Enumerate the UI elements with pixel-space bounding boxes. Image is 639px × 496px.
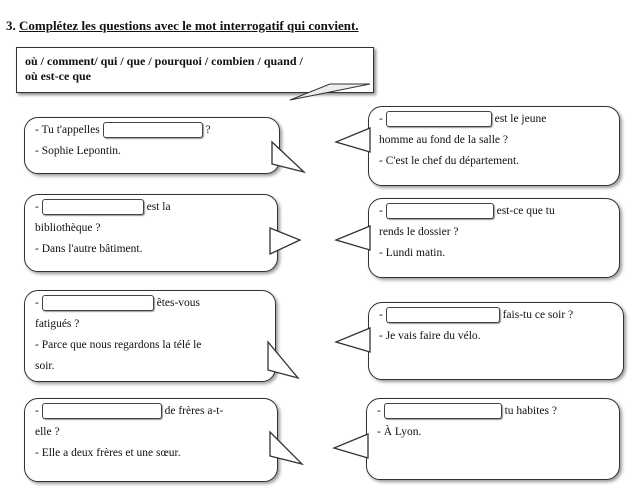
bubble-tail-1 [272, 142, 312, 174]
question-continuation: elle ? [35, 426, 60, 438]
answer-text: - À Lyon. [377, 426, 422, 438]
question-prefix: - [379, 113, 386, 125]
dialogue-bubble-5 [368, 106, 620, 186]
bubble-tail-5 [336, 128, 376, 158]
question-prefix: - Tu t'appelles [35, 124, 100, 136]
dialogue-bubble-8 [366, 398, 620, 480]
question-prefix: - [379, 205, 386, 217]
question-continuation: bibliothèque ? [35, 222, 101, 234]
question-prefix: - [377, 405, 384, 417]
question-continuation: fatigués ? [35, 318, 80, 330]
answer-text: - Sophie Lepontin. [35, 145, 121, 157]
word-bank-line-2: où est-ce que [25, 69, 91, 83]
answer-text: - Elle a deux frères et une sœur. [35, 447, 181, 459]
exercise-instruction: Complétez les questions avec le mot interrogatif qui convient. [19, 18, 359, 33]
question-prefix: - [35, 201, 42, 213]
answer-blank-4[interactable] [42, 403, 162, 419]
answer-blank-1[interactable] [103, 122, 203, 138]
exercise-number: 3. [6, 18, 16, 33]
question-continuation: rends le dossier ? [379, 226, 459, 238]
question-suffix: fais-tu ce soir ? [502, 309, 574, 321]
bubble-tail-8 [334, 434, 374, 464]
answer-text: - C'est le chef du département. [379, 155, 520, 167]
answer-blank-3[interactable] [42, 295, 154, 311]
dialogue-bubble-2 [24, 194, 278, 272]
answer-text: - Lundi matin. [379, 247, 446, 259]
question-suffix: de frères a-t- [164, 405, 224, 417]
answer-blank-6[interactable] [386, 203, 494, 219]
word-bank-tail [290, 84, 370, 104]
question-prefix: - [35, 405, 42, 417]
answer-text: - Dans l'autre bâtiment. [35, 243, 143, 255]
answer-blank-2[interactable] [42, 199, 144, 215]
dialogue-bubble-1 [24, 117, 280, 174]
dialogue-bubble-3 [24, 290, 276, 382]
question-suffix: ? [205, 124, 211, 136]
bubble-tail-7 [336, 328, 376, 358]
bubble-tail-4 [270, 432, 310, 472]
question-suffix: est-ce que tu [496, 205, 555, 217]
dialogue-bubble-4 [24, 398, 278, 482]
answer-blank-5[interactable] [386, 111, 492, 127]
question-suffix: tu habites ? [504, 405, 557, 417]
answer-text: - Parce que nous regardons la télé le [35, 339, 202, 351]
answer-blank-8[interactable] [384, 403, 502, 419]
question-continuation: homme au fond de la salle ? [379, 134, 509, 146]
answer-blank-7[interactable] [386, 307, 500, 323]
question-suffix: est le jeune [494, 113, 547, 125]
word-bank-line-1: où / comment/ qui / que / pourquoi / combien / quand / [25, 54, 303, 68]
question-prefix: - [379, 309, 386, 321]
dialogue-bubble-7 [368, 302, 624, 380]
exercise-title [6, 18, 359, 34]
bubble-tail-2 [270, 228, 310, 258]
bubble-tail-6 [336, 226, 376, 256]
answer-text: - Je vais faire du vélo. [379, 330, 481, 342]
question-prefix: - [35, 297, 42, 309]
bubble-tail-3 [268, 342, 308, 382]
question-suffix: êtes-vous [156, 297, 201, 309]
answer-text-cont: soir. [35, 360, 55, 372]
question-suffix: est la [146, 201, 171, 213]
dialogue-bubble-6 [368, 198, 620, 278]
